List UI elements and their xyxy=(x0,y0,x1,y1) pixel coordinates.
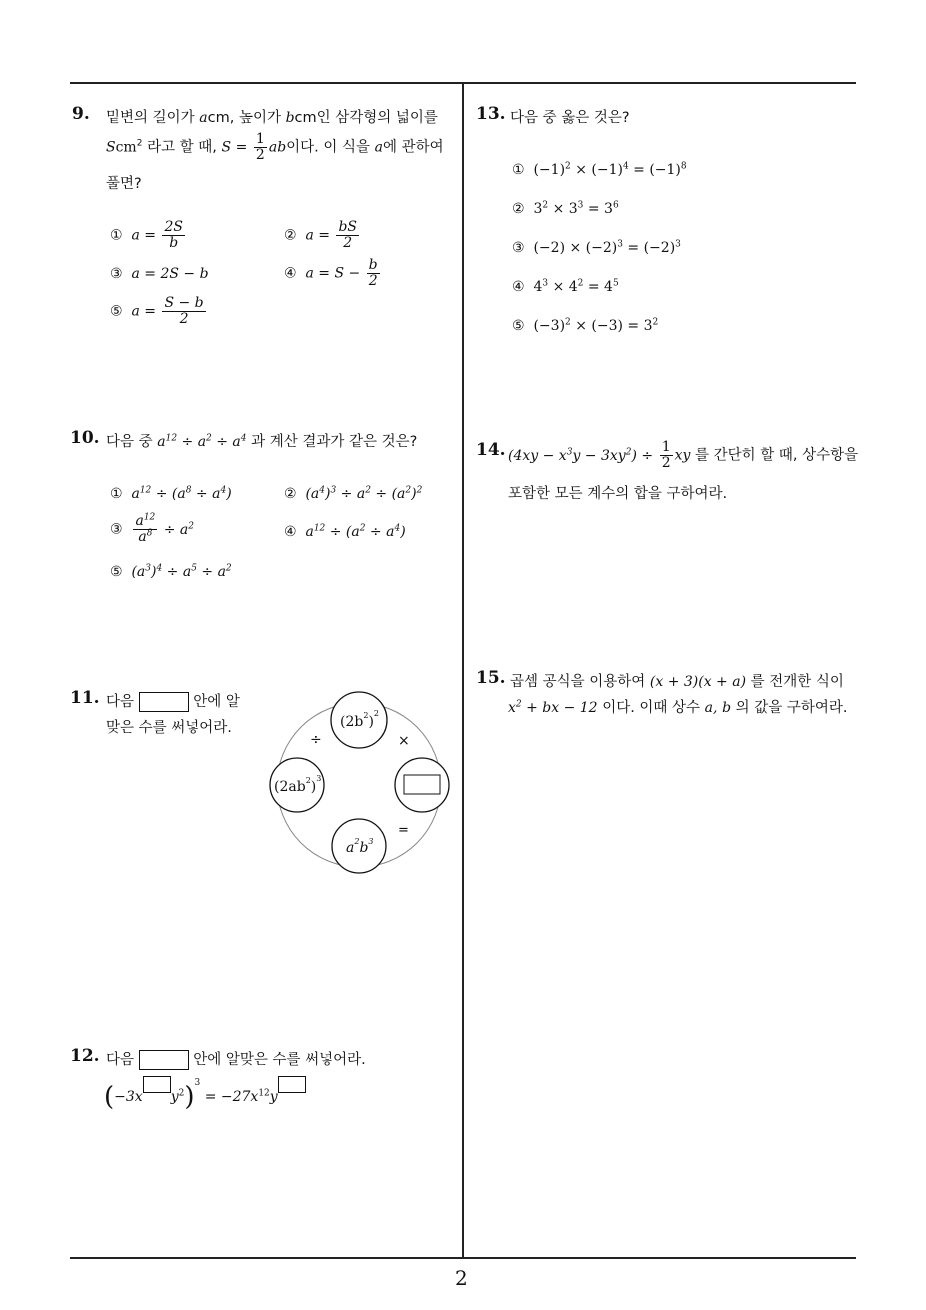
question-number: 9. xyxy=(72,104,90,124)
question-text-line2: Scm$^2$ 라고 할 때, S = $\frac{1}{2}$ ab이다. 이 식을 a에 관하여 xyxy=(106,131,444,163)
answer-blank[interactable] xyxy=(139,692,189,712)
question-number: 15. xyxy=(476,668,506,688)
fraction: $\frac{1}{2}$ xyxy=(255,131,265,163)
choice-1: ① $(-1)^2 \times (-1)^4 = (-1)^8$ xyxy=(512,161,687,178)
choice-2: ② $(a^4)^3 \div a^2 \div (a^2)^2$ xyxy=(284,485,423,502)
cycle-diagram xyxy=(262,688,462,878)
choice-3: ③ a = 2S − b xyxy=(110,266,209,282)
question-number: 11. xyxy=(70,688,100,708)
answer-blank[interactable] xyxy=(139,1050,189,1070)
node-left-label: $(2ab^2)^3$ xyxy=(274,774,322,795)
choice-5: ⑤ a = $\frac{S - b}{2}$ xyxy=(110,295,204,327)
node-bottom-label: $a^2b^3$ xyxy=(346,837,374,856)
question-text-line2: 포함한 모든 계수의 합을 구하여라. xyxy=(508,486,728,502)
node-top-label: $(2b^2)^2$ xyxy=(340,709,379,730)
question-number: 10. xyxy=(70,428,100,448)
page-number: 2 xyxy=(455,1266,468,1290)
question-text-line2: $x^2$ + bx − 12 이다. 이때 상수 a, b 의 값을 구하여라. xyxy=(508,699,848,716)
question-text-line1: 다음 안에 알 xyxy=(106,694,240,710)
bottom-rule xyxy=(70,1257,856,1259)
question-number: 12. xyxy=(70,1046,100,1066)
answer-blank-x-exponent[interactable] xyxy=(143,1076,171,1093)
question-text-line2: 맞은 수를 써넣어라. xyxy=(106,720,232,736)
choice-1: ① $a^{12} \div (a^8 \div a^4)$ xyxy=(110,485,232,502)
choice-4: ④ $a^{12} \div (a^2 \div a^4)$ xyxy=(284,523,406,540)
choice-5: ⑤ $(a^3)^4 \div a^5 \div a^2$ xyxy=(110,563,232,580)
choice-3: ③ $\frac{a^{12}}{a^8}$ ÷ $a^2$ xyxy=(110,512,194,545)
column-divider xyxy=(462,82,464,1258)
op-equals: = xyxy=(398,823,409,838)
question-text-line1: $(4xy - x^3y - 3xy^2)$ ÷ $\frac{1}{2}$ xy 를 간단히 할 때, 상수항을 xyxy=(508,439,859,471)
choice-2: ② a = $\frac{bS}{2}$ xyxy=(284,219,358,251)
choice-1: ① a = $\frac{2S}{b}$ xyxy=(110,219,183,251)
question-text: 다음 안에 알맞은 수를 써넣어라. xyxy=(106,1052,366,1068)
question-number: 13. xyxy=(476,104,506,124)
choice-4: ④ $4^3 \times 4^2 = 4^5$ xyxy=(512,278,619,295)
answer-blank-y-exponent[interactable] xyxy=(278,1076,306,1093)
op-times: × xyxy=(398,733,410,749)
question-text-line1: 밑변의 길이가 acm, 높이가 bcm인 삼각형의 넓이를 xyxy=(106,110,438,126)
answer-blank[interactable] xyxy=(404,775,440,794)
question-text: 다음 중 옳은 것은? xyxy=(510,110,630,126)
choice-4: ④ a = S − $\frac{b}{2}$ xyxy=(284,257,378,289)
choice-5: ⑤ $(-3)^2 \times (-3) = 3^2$ xyxy=(512,317,659,334)
choice-3: ③ $(-2) \times (-2)^3 = (-2)^3$ xyxy=(512,239,681,256)
question-text-line3: 풀면? xyxy=(106,176,142,192)
op-divide: ÷ xyxy=(310,732,322,748)
fraction: $\frac{1}{2}$ xyxy=(661,439,671,471)
question-text-line1: 곱셈 공식을 이용하여 (x + 3)(x + a) 를 전개한 식이 xyxy=(510,674,844,690)
equation: (−3x $y^2)^3 = -27x^{12}y$ xyxy=(104,1076,306,1112)
question-text: 다음 중 $a^{12} \div a^2 \div a^4$ 과 계산 결과가 같은 것은? xyxy=(106,433,418,450)
question-number: 14. xyxy=(476,440,506,460)
choice-2: ② $3^2 \times 3^3 = 3^6$ xyxy=(512,200,619,217)
